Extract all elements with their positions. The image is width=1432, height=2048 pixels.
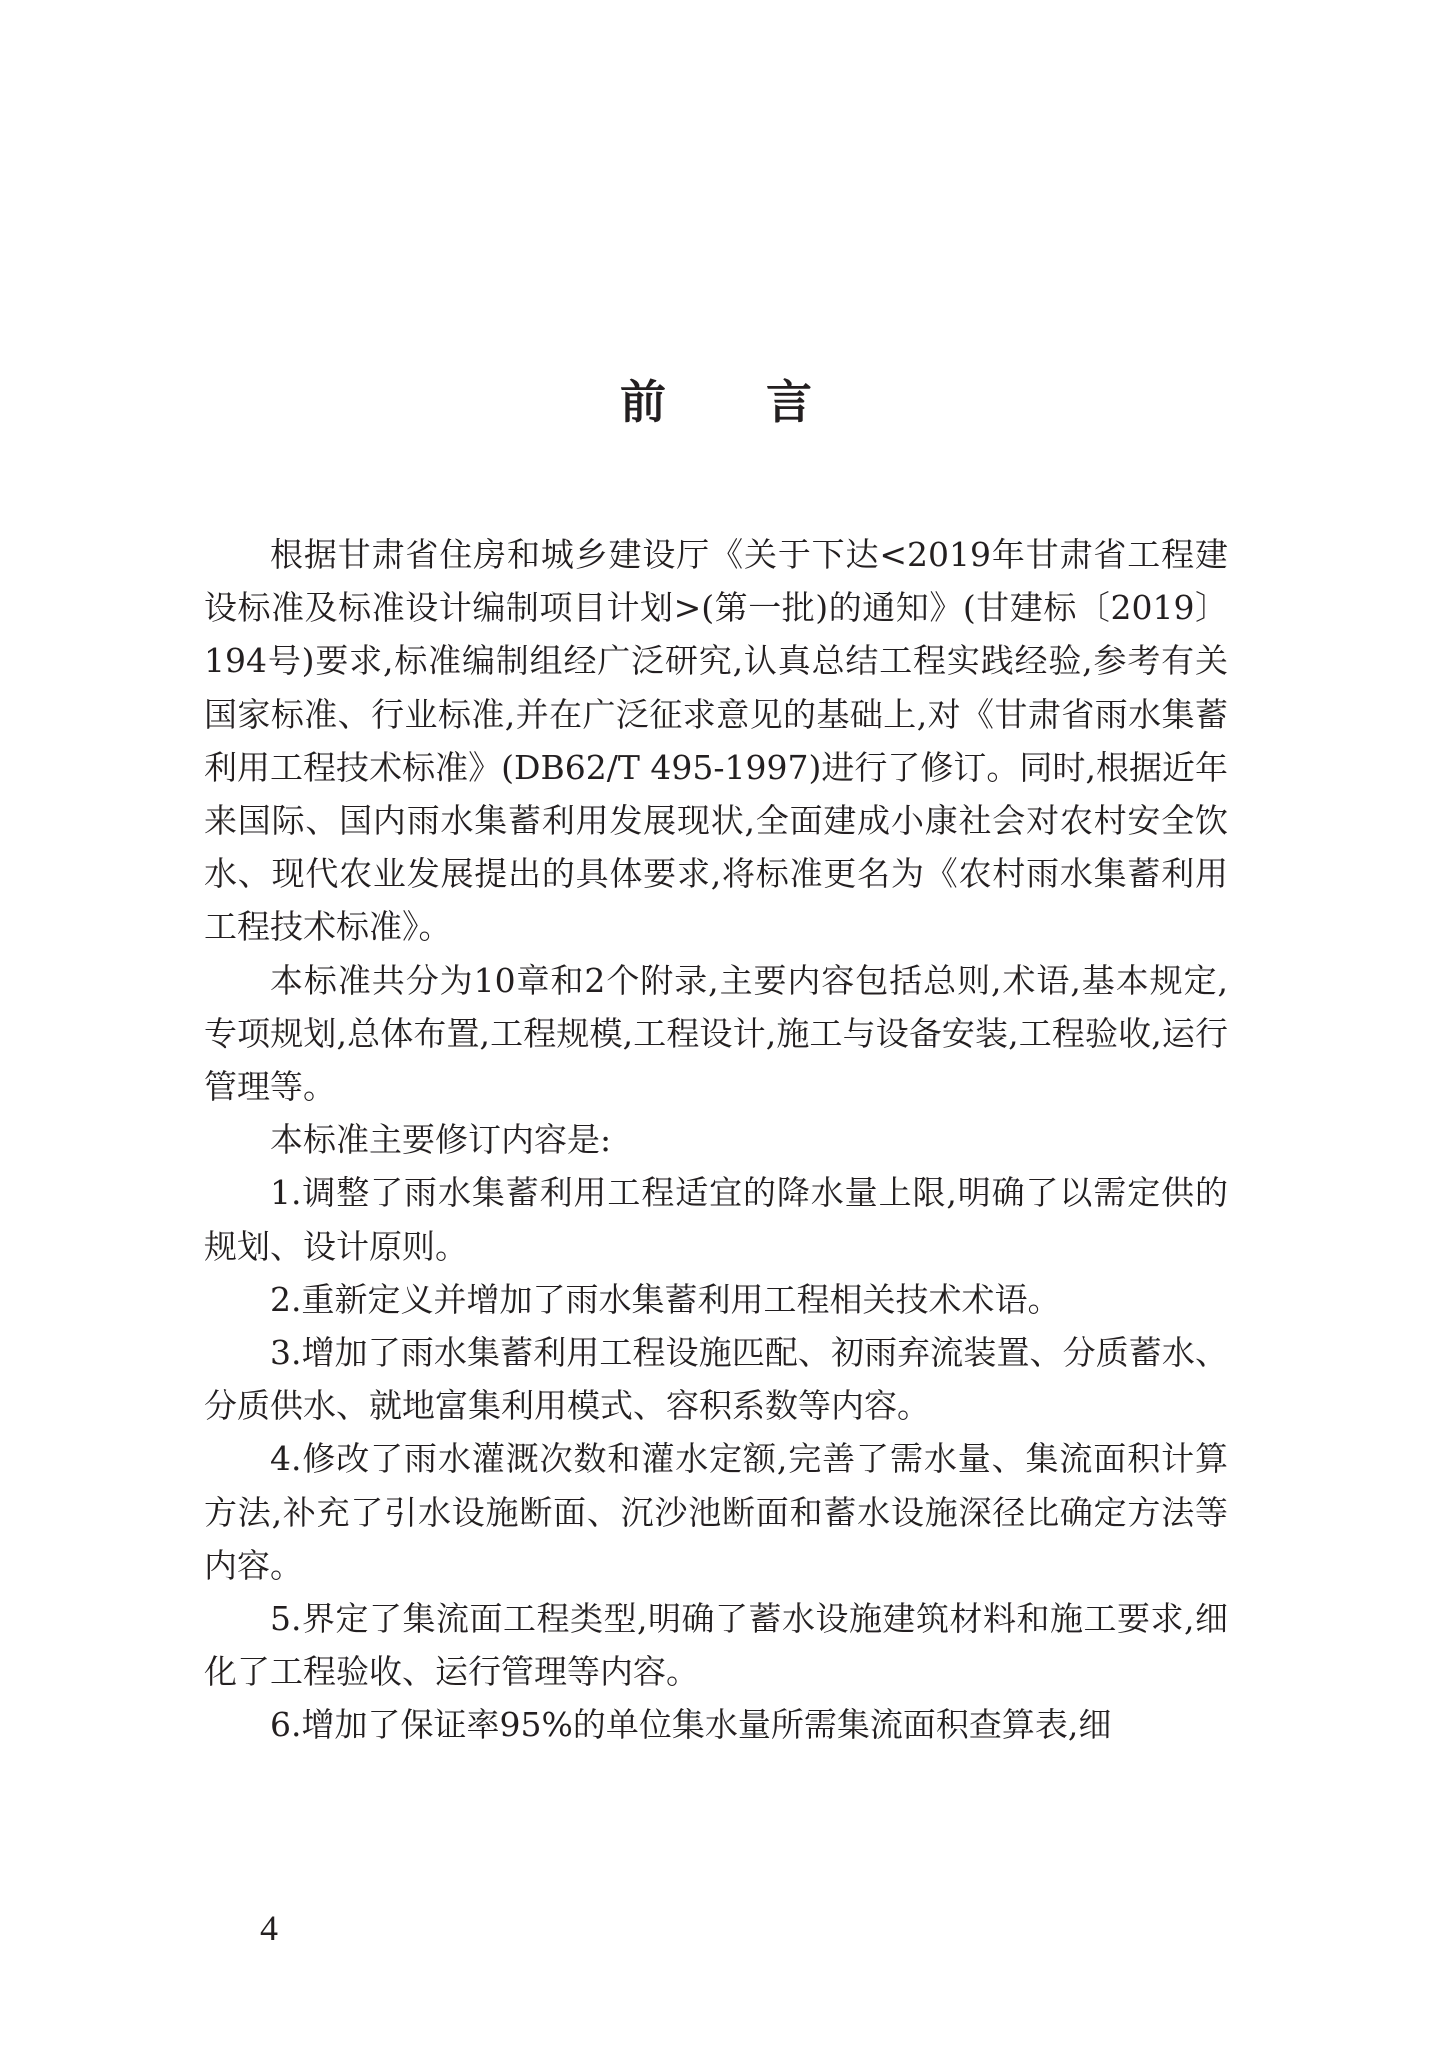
body-text [204, 528, 1228, 1752]
paragraph-item-2: 2.重新定义并增加了雨水集蓄利用工程相关技术术语。 [270, 1279, 1061, 1319]
paragraph-item-3: 3.增加了雨水集蓄利用工程设施匹配、初雨弃流装置、分质蓄水、分质供水、就地富集利用模式、容积系数等内容。 [204, 1333, 1228, 1426]
paragraph-item-5: 5.界定了集流面工程类型,明确了蓄水设施建筑材料和施工要求,细化了工程验收、运行管理等内容。 [204, 1599, 1228, 1692]
page-number: 4 [260, 1908, 278, 1948]
paragraph-revision-basis: 根据甘肃省住房和城乡建设厅《关于下达<2019年甘肃省工程建设标准及标准设计编制项目计划>(第一批)的通知》(甘建标〔2019〕194号)要求,标准编制组经广泛研究,认真总结工程实践经验,参考有关国家标准、行业标准,并在广泛征求意见的基础上,对《甘肃省雨水集蓄利用工程技术标准》(DB62/T 495-1997)进行了修订。同时,根据近年来国际、国内雨水集蓄利用发展现状,全面建成小康社会对农村安全饮水、现代农业发展提出的具体要求,将标准更名为《农村雨水集蓄利用工程技术标准》。 [204, 535, 1228, 947]
paragraph-item-6: 6.增加了保证率95%的单位集水量所需集流面积查算表,细 [270, 1705, 1112, 1745]
paragraph-item-1: 1.调整了雨水集蓄利用工程适宜的降水量上限,明确了以需定供的规划、设计原则。 [204, 1173, 1228, 1266]
paragraph-revision-intro: 本标准主要修订内容是: [270, 1120, 612, 1160]
paragraph-item-4: 4.修改了雨水灌溉次数和灌水定额,完善了需水量、集流面积计算方法,补充了引水设施断面、沉沙池断面和蓄水设施深径比确定方法等内容。 [204, 1439, 1228, 1585]
paragraph-structure: 本标准共分为10章和2个附录,主要内容包括总则,术语,基本规定,专项规划,总体布置,工程规模,工程设计,施工与设备安装,工程验收,运行管理等。 [204, 960, 1228, 1107]
page-title: 前 言 [619, 375, 854, 429]
